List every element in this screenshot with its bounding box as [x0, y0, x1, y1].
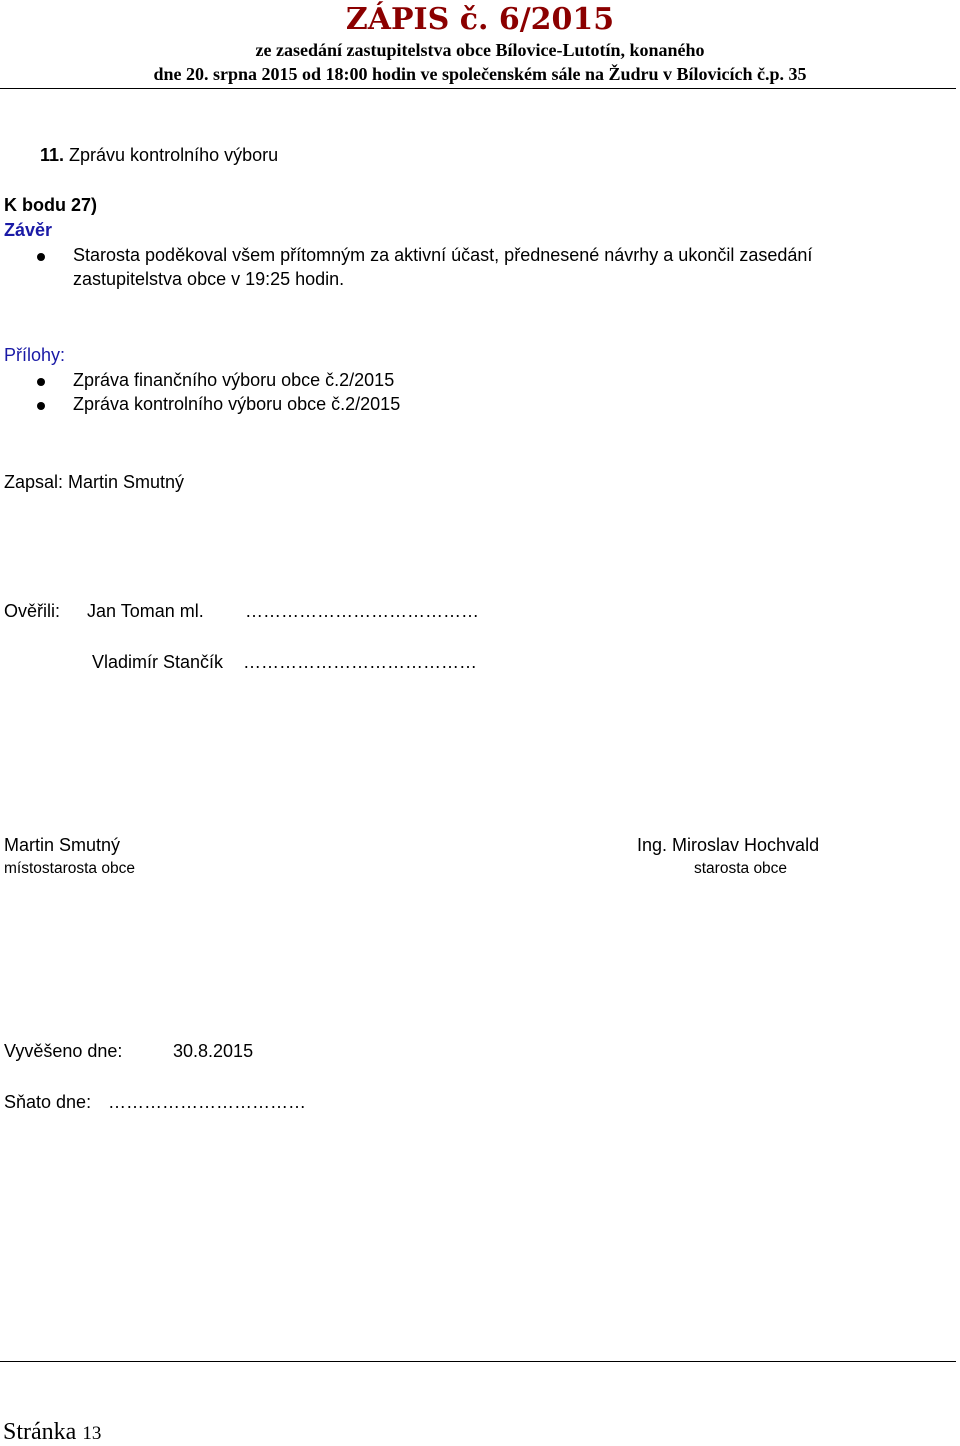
signatory-name-left: Martin Smutný — [4, 835, 121, 855]
item-heading: K bodu 27) — [4, 195, 97, 215]
section-number: 11. — [40, 145, 65, 165]
posted-label: Vyvěšeno dne: — [4, 1041, 123, 1061]
signatory-role-right: starosta obce — [694, 860, 788, 877]
bullet-dot — [37, 402, 45, 410]
removed-label: Sňato dne: — [4, 1092, 92, 1112]
attachment-item: Zpráva finančního výboru obce č.2/2015 — [73, 370, 395, 390]
attachments-label: Přílohy: — [4, 345, 66, 365]
signatory-role-left: místostarosta obce — [4, 860, 135, 877]
signature-dots: ………………………………… — [243, 652, 477, 672]
section-heading — [40, 145, 278, 166]
bullet-dot — [37, 253, 45, 261]
header-meeting-line: ze zasedání zastupitelstva obce Bílovice-Lutotín, konaného — [255, 40, 705, 60]
removed-date-dots: …………………………… — [108, 1092, 306, 1112]
verified-label: Ověřili: — [4, 601, 61, 621]
verifier-name: Vladimír Stančík — [92, 652, 224, 672]
attachment-item: Zpráva kontrolního výboru obce č.2/2015 — [73, 394, 401, 414]
conclusion-text-line1: Starosta poděkoval všem přítomným za aktivní účast, přednesené návrhy a ukončil zasedání — [73, 245, 813, 265]
conclusion-text-line2: zastupitelstva obce v 19:25 hodin. — [73, 269, 345, 289]
bullet-dot — [37, 378, 45, 386]
recorded-by: Zapsal: Martin Smutný — [4, 472, 185, 492]
page-word: Stránka — [3, 1419, 77, 1445]
posted-date: 30.8.2015 — [173, 1041, 254, 1061]
item-subheading: Závěr — [4, 220, 53, 240]
verifier-name: Jan Toman ml. — [87, 601, 204, 621]
header-date-line: dne 20. srpna 2015 od 18:00 hodin ve společenském sále na Žudru v Bílovicích č.p. 35 — [153, 64, 807, 84]
signature-dots: ………………………………… — [245, 601, 479, 621]
page-number — [3, 1419, 101, 1446]
section-title: Zprávu kontrolního výboru — [64, 145, 279, 165]
signatory-name-right: Ing. Miroslav Hochvald — [637, 835, 820, 855]
footer-divider — [0, 1361, 956, 1362]
header-divider — [0, 88, 956, 89]
document-title: ZÁPIS č. 6/2015 — [345, 2, 615, 37]
page-number-value: 13 — [82, 1423, 102, 1444]
